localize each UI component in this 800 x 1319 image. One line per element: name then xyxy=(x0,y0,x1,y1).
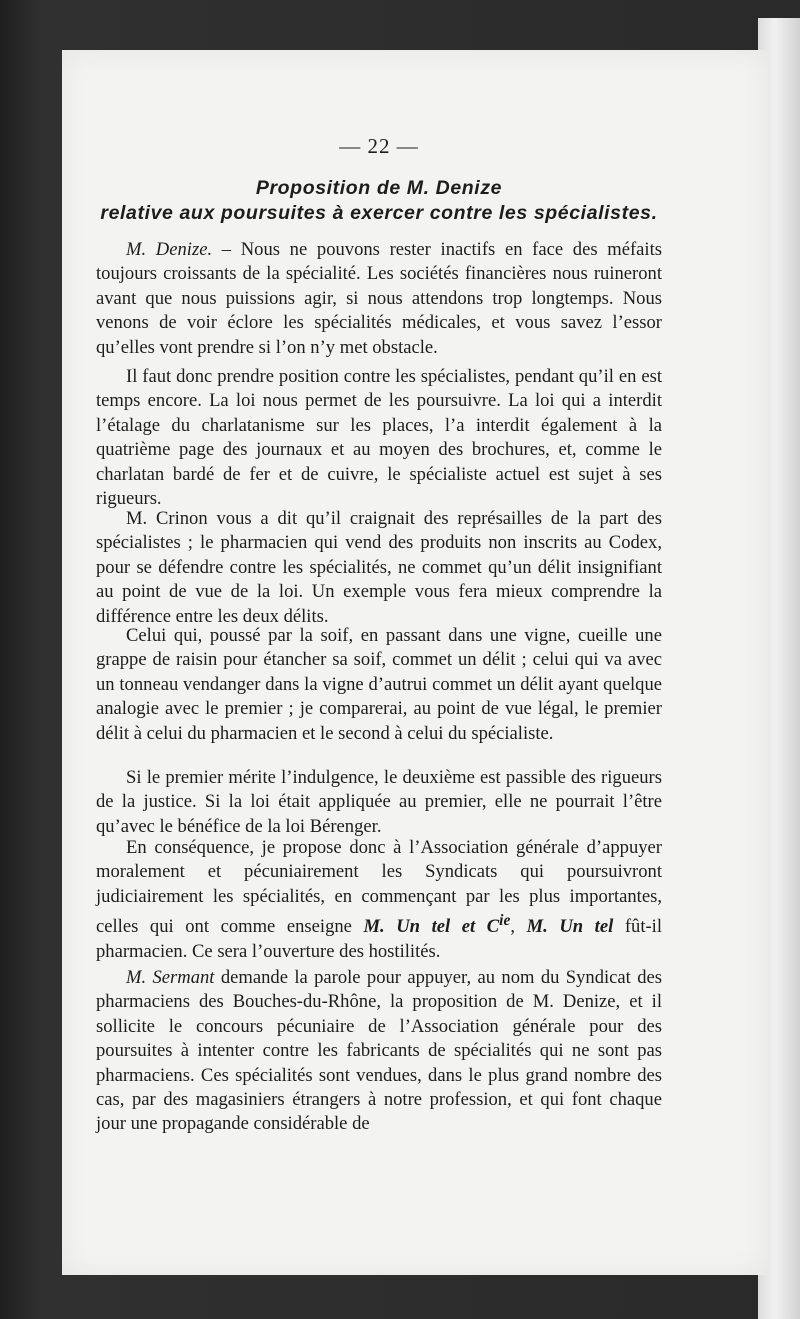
paragraph-text: M. Crinon vous a dit qu’il craignait des représailles de la part des spécialistes ; le pharmacien qui vend des produits non inscrits au Codex, pour se défendre contre les spécialités, ne commet qu’un délit insignifiant au point de vue de la loi. Un exemple vous fera mieux comprendre la différence entre les deux délits. xyxy=(96,508,662,627)
paragraph-indulgence xyxy=(96,766,662,839)
paragraph-consequence xyxy=(96,836,662,964)
section-title-line-2: relative aux poursuites à exercer contre les spécialistes. xyxy=(100,202,658,224)
paragraph-sermant xyxy=(96,966,662,1137)
speaker-name: M. Denize. xyxy=(126,239,213,260)
paragraph-text: , xyxy=(510,916,527,938)
section-title-line-1: Proposition de M. Denize xyxy=(255,177,503,199)
enseigne-example-1 xyxy=(363,912,511,938)
paragraph-vigne-example xyxy=(96,624,662,746)
paragraph-text: En conséquence, je propose donc à l’Association générale d’appuyer moralement et pécuniairement les Syndicats qui poursuivront judiciairement les spécialités, en commençant par les plus importantes, celles qui ont comme enseigne xyxy=(96,837,662,938)
enseigne-text: M. Un tel et C xyxy=(363,916,500,938)
speaker-name: M. Sermant xyxy=(126,967,215,988)
paragraph-crinon xyxy=(96,507,662,629)
paragraph-text: fût-il pharmacien. Ce sera l’ouverture des hostilités. xyxy=(96,916,663,962)
enseigne-superscript: ie xyxy=(499,912,511,930)
paragraph-text: Si le premier mérite l’indulgence, le deuxième est passible des rigueurs de la justice. Si la loi était appliquée au premier, elle ne pourrait l’être qu’avec le bénéfice de la loi Bérenger. xyxy=(96,767,662,837)
paragraph-text: Il faut donc prendre position contre les spécialistes, pendant qu’il en est temps encore. La loi nous permet de les poursuivre. La loi qui a interdit l’étalage du charlatanisme sur les places, l’a interdit également à la quatrième page des journaux et au moyen des brochures, et, comme le charlatan bardé de fer et de cuivre, le spécialiste actuel est sujet à ses rigueurs. xyxy=(96,366,662,510)
paragraph-text: demande la parole pour appuyer, au nom du Syndicat des pharmaciens des Bouches-du-Rhône, la proposition de M. Denize, et il sollicite le concours pécuniaire de l’Association générale pour des poursuites à intenter contre les fabricants de spécialités qui ne sont pas pharmaciens. Ces spécialités sont vendues, dans le plus grand nombre des cas, par des magasiniers étrangers à notre profession, et qui font chaque jour une propagande considérable de xyxy=(96,967,662,1135)
paragraph-text: – Nous ne pouvons rester inactifs en face des méfaits toujours croissants de la spécialité. Les sociétés financières nous ruineront avant que nous puissions agir, si nous attendons trop longtemps. Nous venons de voir éclore les spécialités médicales, et vous savez l’essor qu’elles vont prendre si l’on n’y met obstacle. xyxy=(96,239,662,358)
paragraph-denize-intro xyxy=(96,238,662,360)
page-number: — 22 — xyxy=(339,134,419,158)
enseigne-example-2: M. Un tel xyxy=(526,916,614,938)
paragraph-text: Celui qui, poussé par la soif, en passant dans une vigne, cueille une grappe de raisin pour étancher sa soif, commet un délit ; celui qui va avec un tonneau vendanger dans la vigne d’autrui commet un délit ayant quelque analogie avec le premier ; je comparerai, au point de vue légal, le premier délit à celui du pharmacien et le second à celui du spécialiste. xyxy=(96,625,662,744)
paragraph-position xyxy=(96,365,662,511)
